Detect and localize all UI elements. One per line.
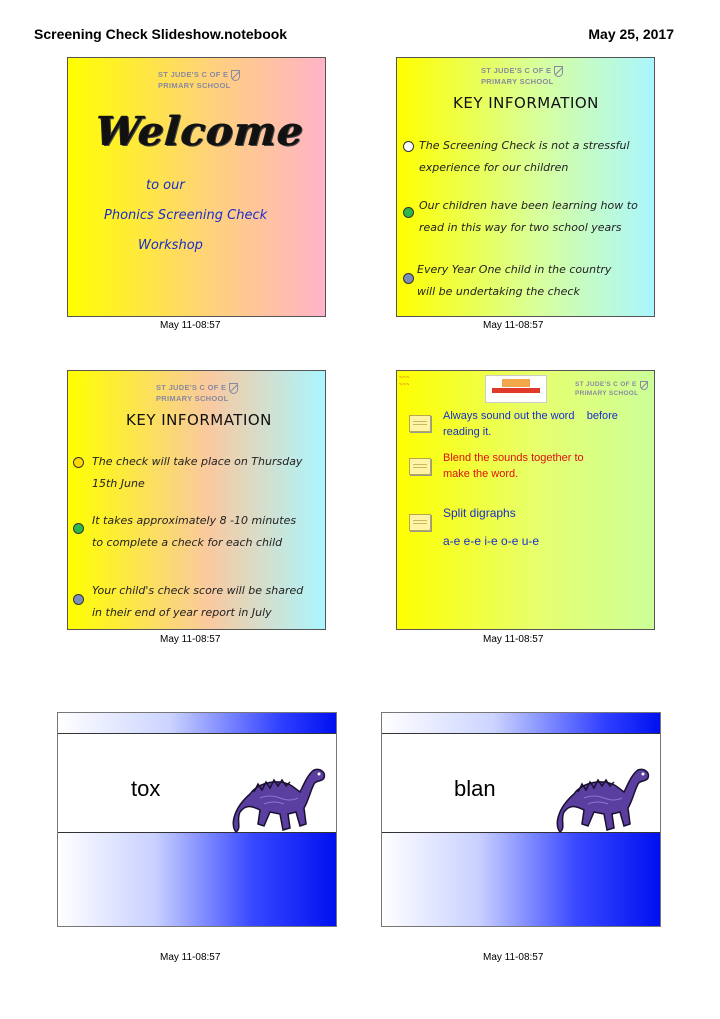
bullet-text: Our children have been learning how to read in this way for two school years: [419, 199, 638, 234]
document-title: Screening Check Slideshow.notebook: [34, 26, 288, 42]
note-icon: [409, 514, 431, 531]
bullet-dot: [403, 207, 414, 218]
tip-split-digraphs: Split digraphs a-e e-e i-e o-e u-e: [443, 506, 540, 548]
slide-reading-tips: [396, 370, 655, 630]
alien-creature-icon: [230, 764, 330, 839]
word-card-blan: [381, 712, 661, 927]
bullet-dot: [73, 594, 84, 605]
slide-title: KEY INFORMATION: [453, 94, 599, 112]
school-logo: ST JUDE'S C OF E PRIMARY SCHOOL: [158, 70, 240, 90]
slide-timestamp: May 11-08:57: [160, 952, 221, 963]
tip-blend: Blend the sounds together to make the word.: [443, 452, 584, 480]
phonics-banner-image: [485, 375, 547, 403]
slide-title: KEY INFORMATION: [126, 411, 272, 429]
bullet-dot: [73, 457, 84, 468]
alien-creature-icon: [554, 764, 654, 839]
word-card-tox: [57, 712, 337, 927]
shield-icon: [229, 383, 238, 394]
slide-key-information-1: [396, 57, 655, 317]
school-logo: ST JUDE'S C OF E PRIMARY SCHOOL: [481, 66, 563, 86]
bullet-dot: [403, 141, 414, 152]
slide-welcome: [67, 57, 326, 317]
school-logo: ST JUDE'S C OF E PRIMARY SCHOOL: [575, 381, 648, 398]
note-icon: [409, 458, 431, 475]
slide-timestamp: May 11-08:57: [160, 320, 221, 331]
welcome-line-1: to our: [146, 178, 185, 193]
slide-timestamp: May 11-08:57: [160, 634, 221, 645]
slide-timestamp: May 11-08:57: [483, 634, 544, 645]
shield-icon: [231, 70, 240, 81]
document-date: May 25, 2017: [588, 26, 674, 42]
bullet-text: It takes approximately 8 -10 minutes to complete a check for each child: [92, 514, 297, 549]
welcome-line-3: Workshop: [138, 238, 203, 253]
pseudo-word: blan: [454, 776, 496, 801]
bullet-text: Your child's check score will be shared in their end of year report in July: [92, 584, 304, 619]
note-icon: [409, 415, 431, 432]
bullet-text: Every Year One child in the country will be undertaking the check: [417, 263, 612, 298]
slide-key-information-2: [67, 370, 326, 630]
bullet-dot: [403, 273, 414, 284]
bullet-text: The Screening Check is not a stressful experience for our children: [419, 139, 630, 174]
bullet-dot: [73, 523, 84, 534]
bullet-text: The check will take place on Thursday 15th June: [92, 455, 303, 490]
tip-sound-out: Always sound out the word before reading it.: [443, 410, 618, 438]
school-logo: ST JUDE'S C OF E PRIMARY SCHOOL: [156, 383, 238, 403]
small-logo: ~~~ ~~~: [399, 375, 410, 388]
shield-icon: [640, 381, 648, 390]
slide-timestamp: May 11-08:57: [483, 952, 544, 963]
pseudo-word: tox: [131, 776, 161, 801]
shield-icon: [554, 66, 563, 77]
welcome-heading: Welcome: [94, 108, 306, 155]
slide-timestamp: May 11-08:57: [483, 320, 544, 331]
welcome-line-2: Phonics Screening Check: [104, 208, 268, 223]
